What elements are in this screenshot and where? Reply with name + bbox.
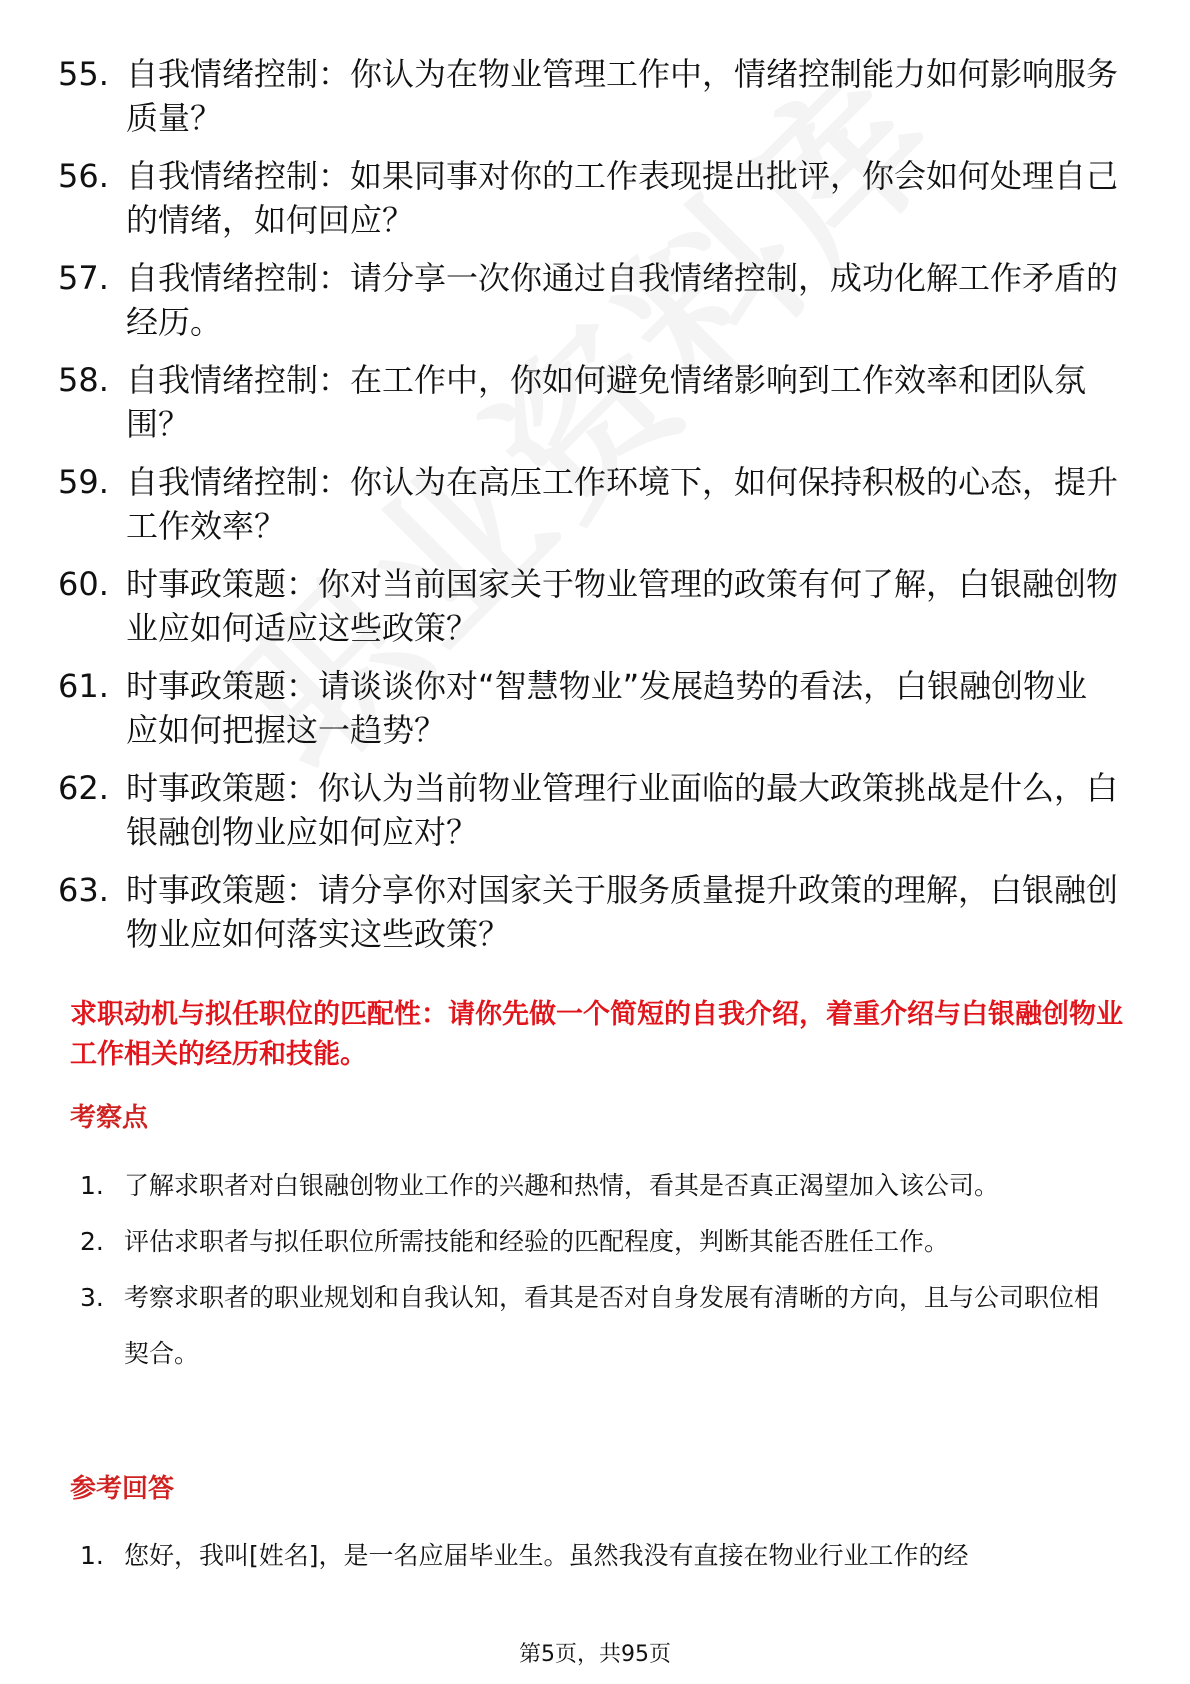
question-text: 时事政策题：你认为当前物业管理行业面临的最大政策挑战是什么，白银融创物业应如何应对？ [126, 769, 1119, 851]
list-item-number: 1. [80, 1541, 104, 1570]
list-item [80, 1214, 1120, 1270]
question-item [58, 154, 1118, 242]
question-number: 55. [58, 55, 109, 93]
kaochadian-list [80, 1158, 1120, 1382]
question-text: 自我情绪控制：请分享一次你通过自我情绪控制，成功化解工作矛盾的经历。 [126, 259, 1119, 341]
list-item-number: 1. [80, 1171, 104, 1200]
question-item [58, 868, 1118, 956]
question-text: 自我情绪控制：你认为在物业管理工作中，情绪控制能力如何影响服务质量？ [126, 55, 1119, 137]
question-number: 63. [58, 871, 109, 909]
list-item [80, 1528, 1120, 1584]
question-text: 时事政策题：请分享你对国家关于服务质量提升政策的理解，白银融创物业应如何落实这些政策？ [126, 871, 1119, 953]
list-item [80, 1158, 1120, 1214]
question-number: 58. [58, 361, 109, 399]
question-item [58, 52, 1118, 140]
list-item-text: 了解求职者对白银融创物业工作的兴趣和热情，看其是否真正渴望加入该公司。 [124, 1171, 1000, 1200]
question-text: 自我情绪控制：如果同事对你的工作表现提出批评，你会如何处理自己的情绪，如何回应？ [126, 157, 1119, 239]
question-item [58, 460, 1118, 548]
list-item-text: 考察求职者的职业规划和自我认知，看其是否对自身发展有清晰的方向，且与公司职位相契合。 [124, 1283, 1100, 1368]
question-item [58, 256, 1118, 344]
question-number: 56. [58, 157, 109, 195]
question-list [58, 52, 1118, 970]
question-text: 自我情绪控制：你认为在高压工作环境下，如何保持积极的心态，提升工作效率？ [126, 463, 1119, 545]
question-number: 62. [58, 769, 109, 807]
list-item-number: 2. [80, 1227, 104, 1256]
question-text: 时事政策题：请谈谈你对“智慧物业”发展趋势的看法，白银融创物业应如何把握这一趋势？ [126, 667, 1088, 749]
cankao-heading: 参考回答 [70, 1474, 175, 1504]
question-number: 60. [58, 565, 109, 603]
list-item-text: 您好，我叫[姓名]，是一名应届毕业生。虽然我没有直接在物业行业工作的经 [124, 1541, 969, 1570]
question-item [58, 766, 1118, 854]
section-title: 求职动机与拟任职位的匹配性：请你先做一个简短的自我介绍，着重介绍与白银融创物业工作相关的经历和技能。 [70, 999, 1123, 1070]
question-text: 时事政策题：你对当前国家关于物业管理的政策有何了解，白银融创物业应如何适应这些政策？ [126, 565, 1119, 647]
question-item [58, 664, 1118, 752]
list-item-text: 评估求职者与拟任职位所需技能和经验的匹配程度，判断其能否胜任工作。 [124, 1227, 950, 1256]
question-number: 59. [58, 463, 109, 501]
question-text: 自我情绪控制：在工作中，你如何避免情绪影响到工作效率和团队氛围？ [126, 361, 1087, 443]
page-footer: 第5页，共95页 [519, 1642, 671, 1667]
list-item [80, 1270, 1120, 1382]
list-item-number: 3. [80, 1283, 104, 1312]
question-number: 61. [58, 667, 109, 705]
question-number: 57. [58, 259, 109, 297]
kaochadian-heading: 考察点 [70, 1103, 149, 1133]
question-item [58, 358, 1118, 446]
cankao-list [80, 1528, 1120, 1584]
question-item [58, 562, 1118, 650]
